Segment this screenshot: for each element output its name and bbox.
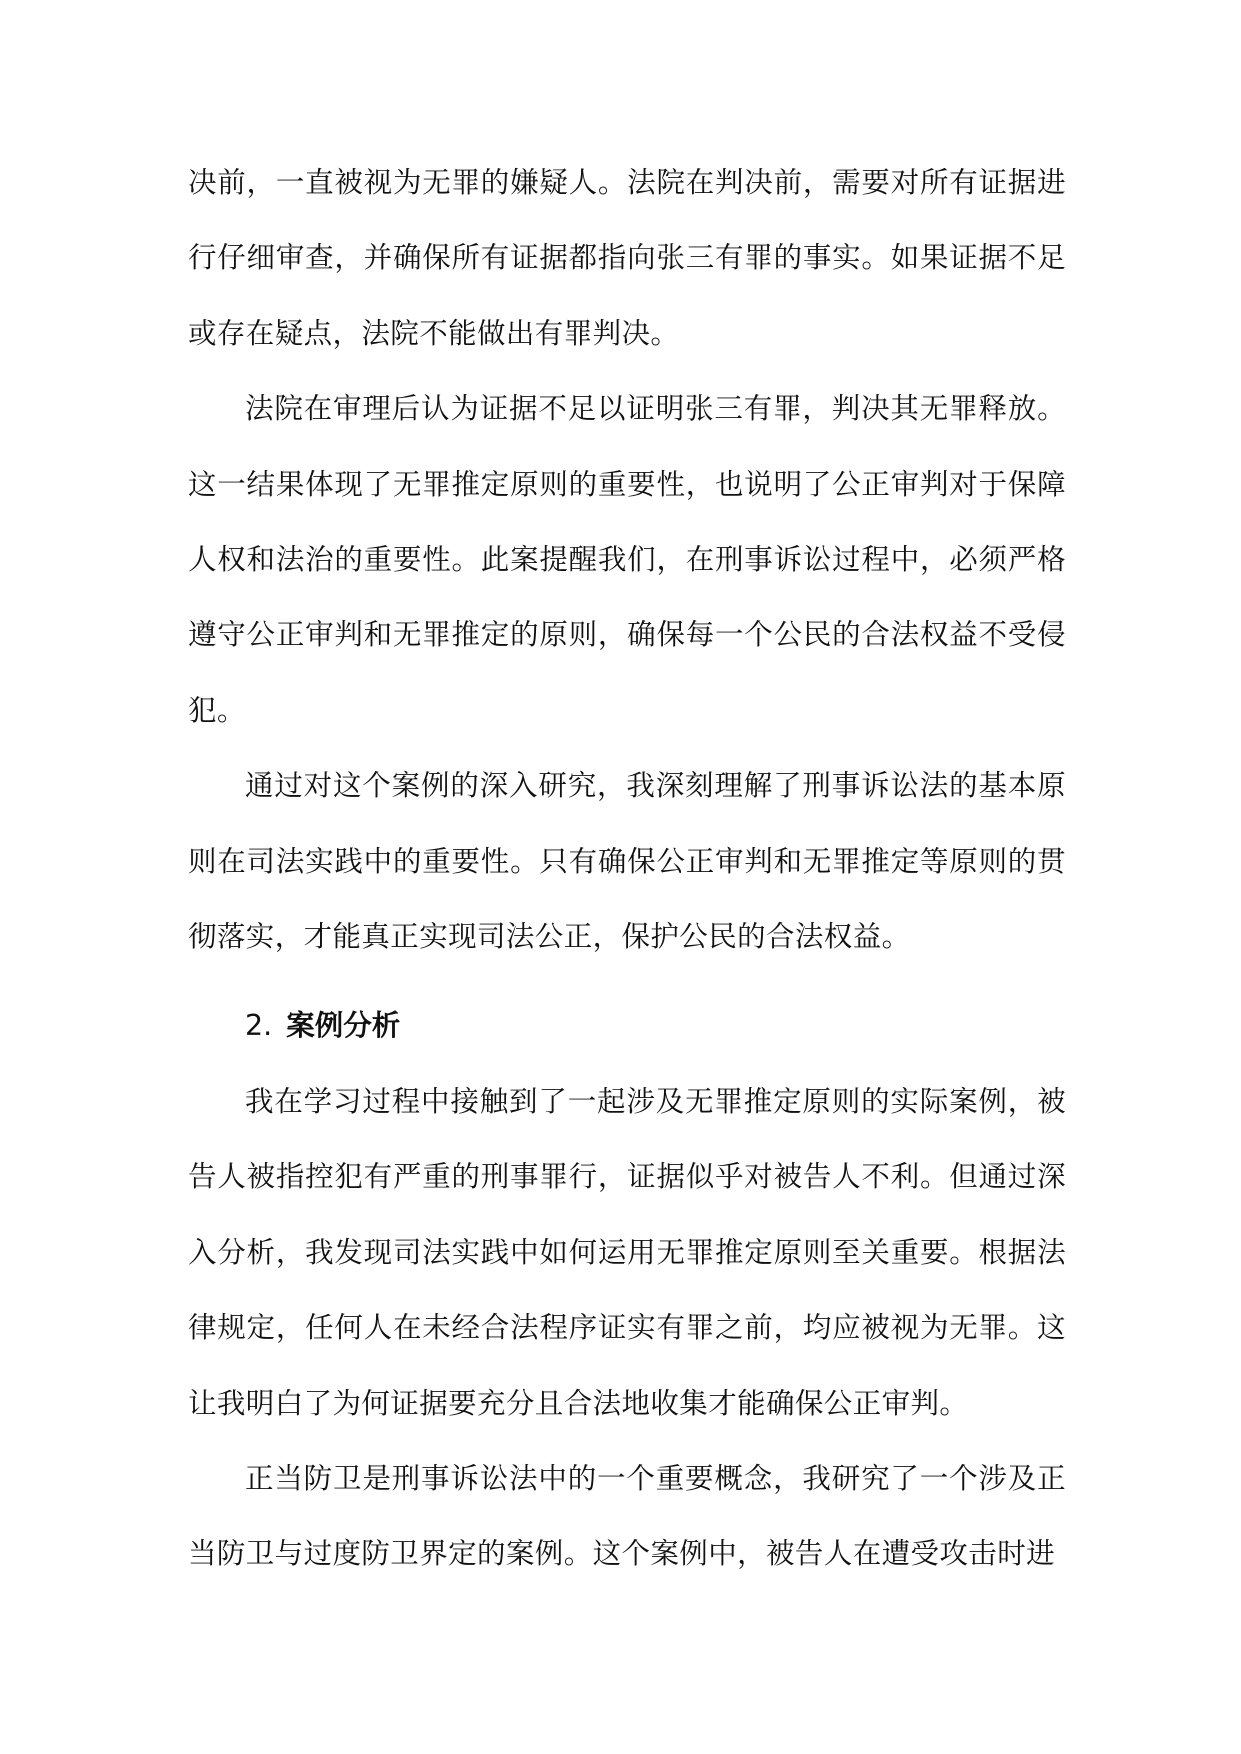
- paragraph-self-defense: 正当防卫是刑事诉讼法中的一个重要概念，我研究了一个涉及正当防卫与过度防卫界定的案例。这个案例中，被告人在遭受攻击时进: [188, 1461, 1066, 1571]
- paragraph-conclusion: 通过对这个案例的深入研究，我深刻理解了刑事诉讼法的基本原则在司法实践中的重要性。只有确保公正审判和无罪推定等原则的贯彻落实，才能真正实现司法公正，保护公民的合法权益。: [188, 769, 1066, 954]
- section-number: 2.: [245, 1009, 273, 1043]
- paragraph-continued: 决前，一直被视为无罪的嫌疑人。法院在判决前，需要对所有证据进行仔细审查，并确保所有证据都指向张三有罪的事实。如果证据不足或存在疑点，法院不能做出有罪判决。: [188, 166, 1066, 350]
- section-heading: [188, 988, 1066, 1063]
- paragraph-verdict: 法院在审理后认为证据不足以证明张三有罪，判决其无罪释放。这一结果体现了无罪推定原则的重要性，也说明了公正审判对于保障人权和法治的重要性。此案提醒我们，在刑事诉讼过程中，必须严格遵守公正审判和无罪推定的原则，确保每一个公民的合法权益不受侵犯。: [188, 392, 1066, 727]
- document-body: [188, 145, 1066, 1592]
- paragraph-case-study: 我在学习过程中接触到了一起涉及无罪推定原则的实际案例，被告人被指控犯有严重的刑事罪行，证据似乎对被告人不利。但通过深入分析，我发现司法实践中如何运用无罪推定原则至关重要。根据法律规定，任何人在未经合法程序证实有罪之前，均应被视为无罪。这让我明白了为何证据要充分且合法地收集才能确保公正审判。: [188, 1084, 1066, 1420]
- section-title: 案例分析: [286, 1009, 401, 1043]
